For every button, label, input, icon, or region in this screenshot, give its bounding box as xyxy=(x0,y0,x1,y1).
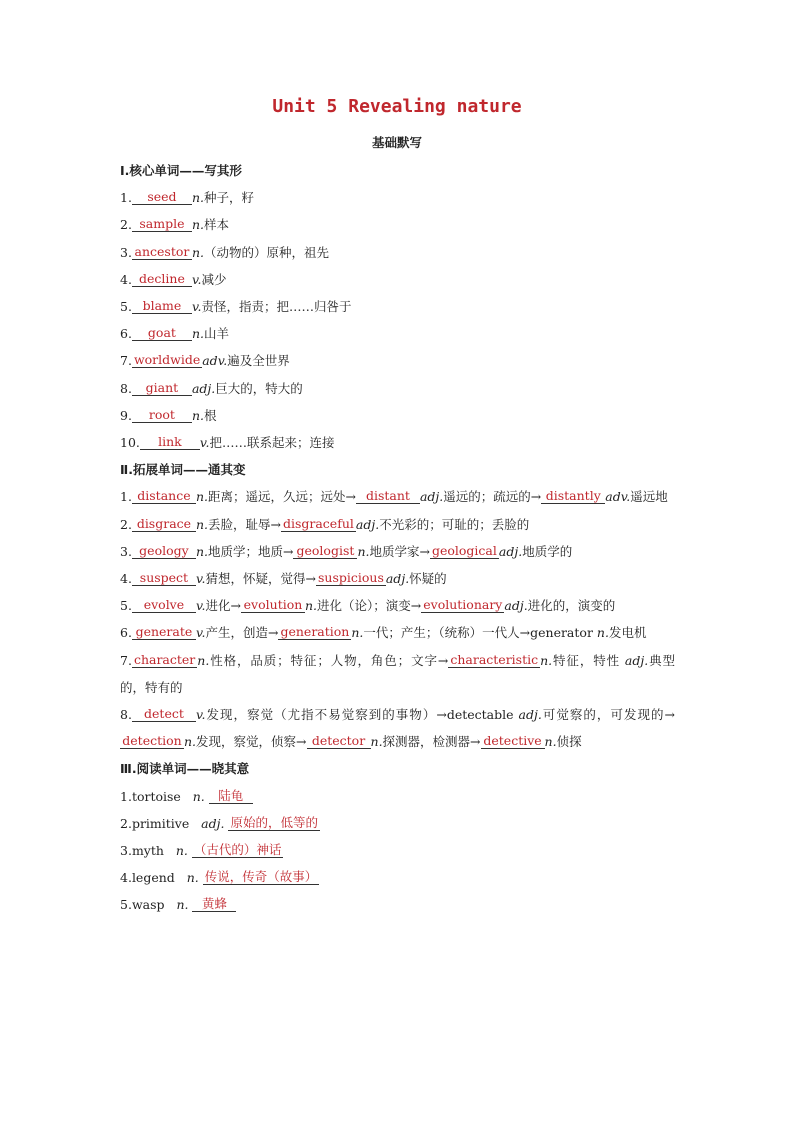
item-number: 5. xyxy=(120,897,132,913)
item-number: 2. xyxy=(120,516,132,532)
answer-blank: generation xyxy=(280,624,350,640)
answer-blank: suspicious xyxy=(317,570,384,586)
part-of-speech: n. xyxy=(304,598,318,614)
list-item xyxy=(120,864,675,891)
answer-blank: disgraceful xyxy=(282,515,354,531)
answer-blank: detective xyxy=(481,734,545,749)
part-of-speech: adv. xyxy=(605,489,631,505)
item-number: 9. xyxy=(120,407,132,423)
item-meaning: 典型的，特有的 xyxy=(120,652,675,695)
list-item xyxy=(120,429,675,456)
item-number: 8. xyxy=(120,707,132,723)
part-of-speech: n. xyxy=(191,407,204,423)
item-meaning: 发现，察觉（尤指不易觉察到的事物）→detectable xyxy=(205,707,514,723)
part-of-speech: n. xyxy=(357,543,370,559)
answer-blank: character xyxy=(133,651,196,667)
page-subtitle: 基础默写 xyxy=(371,135,422,150)
list-item xyxy=(120,293,675,320)
item-meaning: 进化（论）；演变→ xyxy=(317,598,422,614)
list-item xyxy=(120,538,675,565)
answer-blank: detect xyxy=(132,707,196,722)
part-of-speech: n. xyxy=(176,897,189,913)
list-item xyxy=(120,619,675,646)
part-of-speech: n. xyxy=(540,652,553,668)
answer-blank: geological xyxy=(431,542,497,558)
section1-list xyxy=(120,184,675,456)
item-number: 1. xyxy=(120,489,132,505)
answer-blank: 黄蜂 xyxy=(192,897,236,912)
item-number: 4. xyxy=(120,571,132,587)
item-meaning: 猜想，怀疑，觉得→ xyxy=(205,571,316,587)
item-number: 6. xyxy=(120,625,132,641)
item-meaning: 距离；遥远，久远；远处→ xyxy=(207,489,356,505)
part-of-speech: n. xyxy=(192,788,205,804)
item-meaning: 减少 xyxy=(201,271,227,287)
item-meaning: 进化→ xyxy=(205,598,241,614)
item-meaning: 探测器，检测器→ xyxy=(382,734,481,750)
part-of-speech: adj. xyxy=(191,380,216,396)
item-meaning: 侦探 xyxy=(556,734,582,750)
item-meaning: 样本 xyxy=(203,217,229,233)
part-of-speech: n. xyxy=(197,652,210,668)
part-of-speech: adj. xyxy=(385,571,410,587)
item-meaning: 把……联系起来；连接 xyxy=(209,435,335,451)
part-of-speech: n. xyxy=(191,244,204,260)
part-of-speech: adj. xyxy=(518,707,542,723)
part-of-speech: n. xyxy=(186,870,199,886)
section2-list xyxy=(120,483,675,755)
part-of-speech: n. xyxy=(370,734,383,750)
item-meaning: 可觉察的，可发现的→ xyxy=(541,707,675,723)
list-item xyxy=(120,783,675,810)
part-of-speech: adj. xyxy=(504,598,528,614)
item-number: 3. xyxy=(120,244,132,260)
part-of-speech: n. xyxy=(544,734,557,750)
part-of-speech: adj. xyxy=(419,489,444,505)
section2-heading: Ⅱ.拓展单词——通其变 xyxy=(120,462,246,478)
item-meaning: 发现，察觉，侦察→ xyxy=(196,734,307,750)
part-of-speech: n. xyxy=(184,734,197,750)
item-word: wasp xyxy=(131,897,165,913)
item-meaning: 特征，特性 xyxy=(552,652,620,668)
item-number: 8. xyxy=(120,380,132,396)
item-number: 10. xyxy=(120,435,140,451)
answer-blank: geology xyxy=(132,544,196,559)
list-item xyxy=(120,565,675,592)
section3-heading: Ⅲ.阅读单词——晓其意 xyxy=(120,761,250,777)
list-item xyxy=(120,347,675,374)
item-number: 4. xyxy=(120,271,132,287)
part-of-speech: adj. xyxy=(201,815,225,831)
answer-blank: giant xyxy=(132,381,192,396)
item-number: 7. xyxy=(120,353,132,369)
item-number: 2. xyxy=(120,815,132,831)
list-item xyxy=(120,891,675,918)
answer-blank: worldwide xyxy=(133,352,201,368)
item-meaning: 山羊 xyxy=(203,326,229,342)
part-of-speech: v. xyxy=(191,299,202,315)
list-item xyxy=(120,701,675,755)
item-meaning: 产生，创造→ xyxy=(205,625,279,641)
answer-blank: evolution xyxy=(241,598,305,613)
list-item xyxy=(120,266,675,293)
item-meaning: （动物的）原种，祖先 xyxy=(203,244,329,260)
item-number: 4. xyxy=(120,870,132,886)
answer-blank: distantly xyxy=(541,489,605,504)
answer-blank: evolve xyxy=(132,598,196,613)
part-of-speech: n. xyxy=(195,489,208,505)
answer-blank: detection xyxy=(120,734,184,749)
answer-blank: suspect xyxy=(132,571,196,586)
item-meaning: 一代；产生；（统称）一代人→generator xyxy=(363,625,593,641)
item-meaning: 根 xyxy=(203,407,217,423)
item-meaning: 遥远的；疏远的→ xyxy=(443,489,542,505)
part-of-speech: n. xyxy=(351,625,364,641)
list-item xyxy=(120,837,675,864)
item-meaning: 种子，籽 xyxy=(203,190,254,206)
page-title: Unit 5 Revealing nature xyxy=(272,96,522,117)
item-meaning: 发电机 xyxy=(608,625,647,641)
answer-blank: generate xyxy=(132,625,196,640)
answer-blank: 陆龟 xyxy=(209,789,253,804)
part-of-speech: n. xyxy=(195,516,208,532)
part-of-speech: adv. xyxy=(202,353,228,369)
part-of-speech: n. xyxy=(191,190,204,206)
part-of-speech: v. xyxy=(191,271,202,287)
list-item xyxy=(120,592,675,619)
list-item xyxy=(120,511,675,538)
answer-blank: sample xyxy=(132,217,192,232)
section3-list xyxy=(120,783,675,919)
answer-blank: disgrace xyxy=(132,517,196,532)
part-of-speech: adj. xyxy=(624,652,649,668)
item-number: 3. xyxy=(120,843,132,859)
list-item xyxy=(120,402,675,429)
part-of-speech: v. xyxy=(195,707,206,723)
item-meaning: 遍及全世界 xyxy=(227,353,290,369)
item-number: 7. xyxy=(120,652,132,668)
answer-blank: geologist xyxy=(293,544,357,559)
part-of-speech: v. xyxy=(195,625,206,641)
item-meaning: 地质学家→ xyxy=(369,543,430,559)
list-item xyxy=(120,810,675,837)
part-of-speech: adj. xyxy=(498,543,523,559)
section1-heading: Ⅰ.核心单词——写其形 xyxy=(120,163,242,178)
item-meaning: 地质学的 xyxy=(522,543,573,559)
worksheet-content xyxy=(120,157,675,919)
item-meaning: 巨大的，特大的 xyxy=(215,380,303,396)
answer-blank: link xyxy=(140,435,200,450)
item-meaning: 遥远地 xyxy=(630,489,668,505)
answer-blank: root xyxy=(132,408,192,423)
list-item xyxy=(120,483,675,510)
part-of-speech: v. xyxy=(195,571,206,587)
item-number: 5. xyxy=(120,598,132,614)
answer-blank: detector xyxy=(307,734,371,749)
answer-blank: distance xyxy=(132,489,196,504)
part-of-speech: n. xyxy=(191,326,204,342)
answer-blank: goat xyxy=(132,326,192,341)
part-of-speech: n. xyxy=(175,843,188,859)
part-of-speech: v. xyxy=(199,435,210,451)
item-number: 2. xyxy=(120,217,132,233)
item-meaning: 怀疑的 xyxy=(409,571,447,587)
part-of-speech: v. xyxy=(195,598,206,614)
item-meaning: 丢脸，耻辱→ xyxy=(207,516,281,532)
item-meaning: 不光彩的；可耻的；丢脸的 xyxy=(379,516,530,532)
item-number: 1. xyxy=(120,788,132,804)
item-number: 6. xyxy=(120,326,132,342)
item-word: myth xyxy=(131,843,164,859)
answer-blank: blame xyxy=(132,299,192,314)
list-item xyxy=(120,320,675,347)
item-meaning: 性格，品质；特征；人物，角色；文字→ xyxy=(209,652,449,668)
answer-blank: characteristic xyxy=(450,651,539,667)
list-item xyxy=(120,211,675,238)
list-item xyxy=(120,184,675,211)
item-meaning: 地质学；地质→ xyxy=(207,543,294,559)
answer-blank: decline xyxy=(132,272,192,287)
answer-blank: ancestor xyxy=(132,245,192,260)
part-of-speech: n. xyxy=(596,625,609,641)
item-word: legend xyxy=(131,870,175,886)
item-word: primitive xyxy=(131,815,190,831)
item-meaning: 进化的，演变的 xyxy=(527,598,616,614)
part-of-speech: n. xyxy=(191,217,204,233)
part-of-speech: n. xyxy=(195,543,208,559)
part-of-speech: adj. xyxy=(355,516,380,532)
item-number: 5. xyxy=(120,299,132,315)
item-word: tortoise xyxy=(131,788,181,804)
answer-blank: （古代的）神话 xyxy=(193,842,282,858)
answer-blank: 传说，传奇（故事） xyxy=(204,869,318,885)
list-item xyxy=(120,375,675,402)
answer-blank: 原始的，低等的 xyxy=(230,814,318,830)
item-meaning: 责怪，指责；把……归咎于 xyxy=(201,299,352,315)
list-item xyxy=(120,239,675,266)
item-number: 3. xyxy=(120,543,132,559)
list-item xyxy=(120,647,675,701)
answer-blank: evolutionary xyxy=(423,597,503,613)
answer-blank: seed xyxy=(132,190,192,205)
answer-blank: distant xyxy=(356,489,420,504)
item-number: 1. xyxy=(120,190,132,206)
